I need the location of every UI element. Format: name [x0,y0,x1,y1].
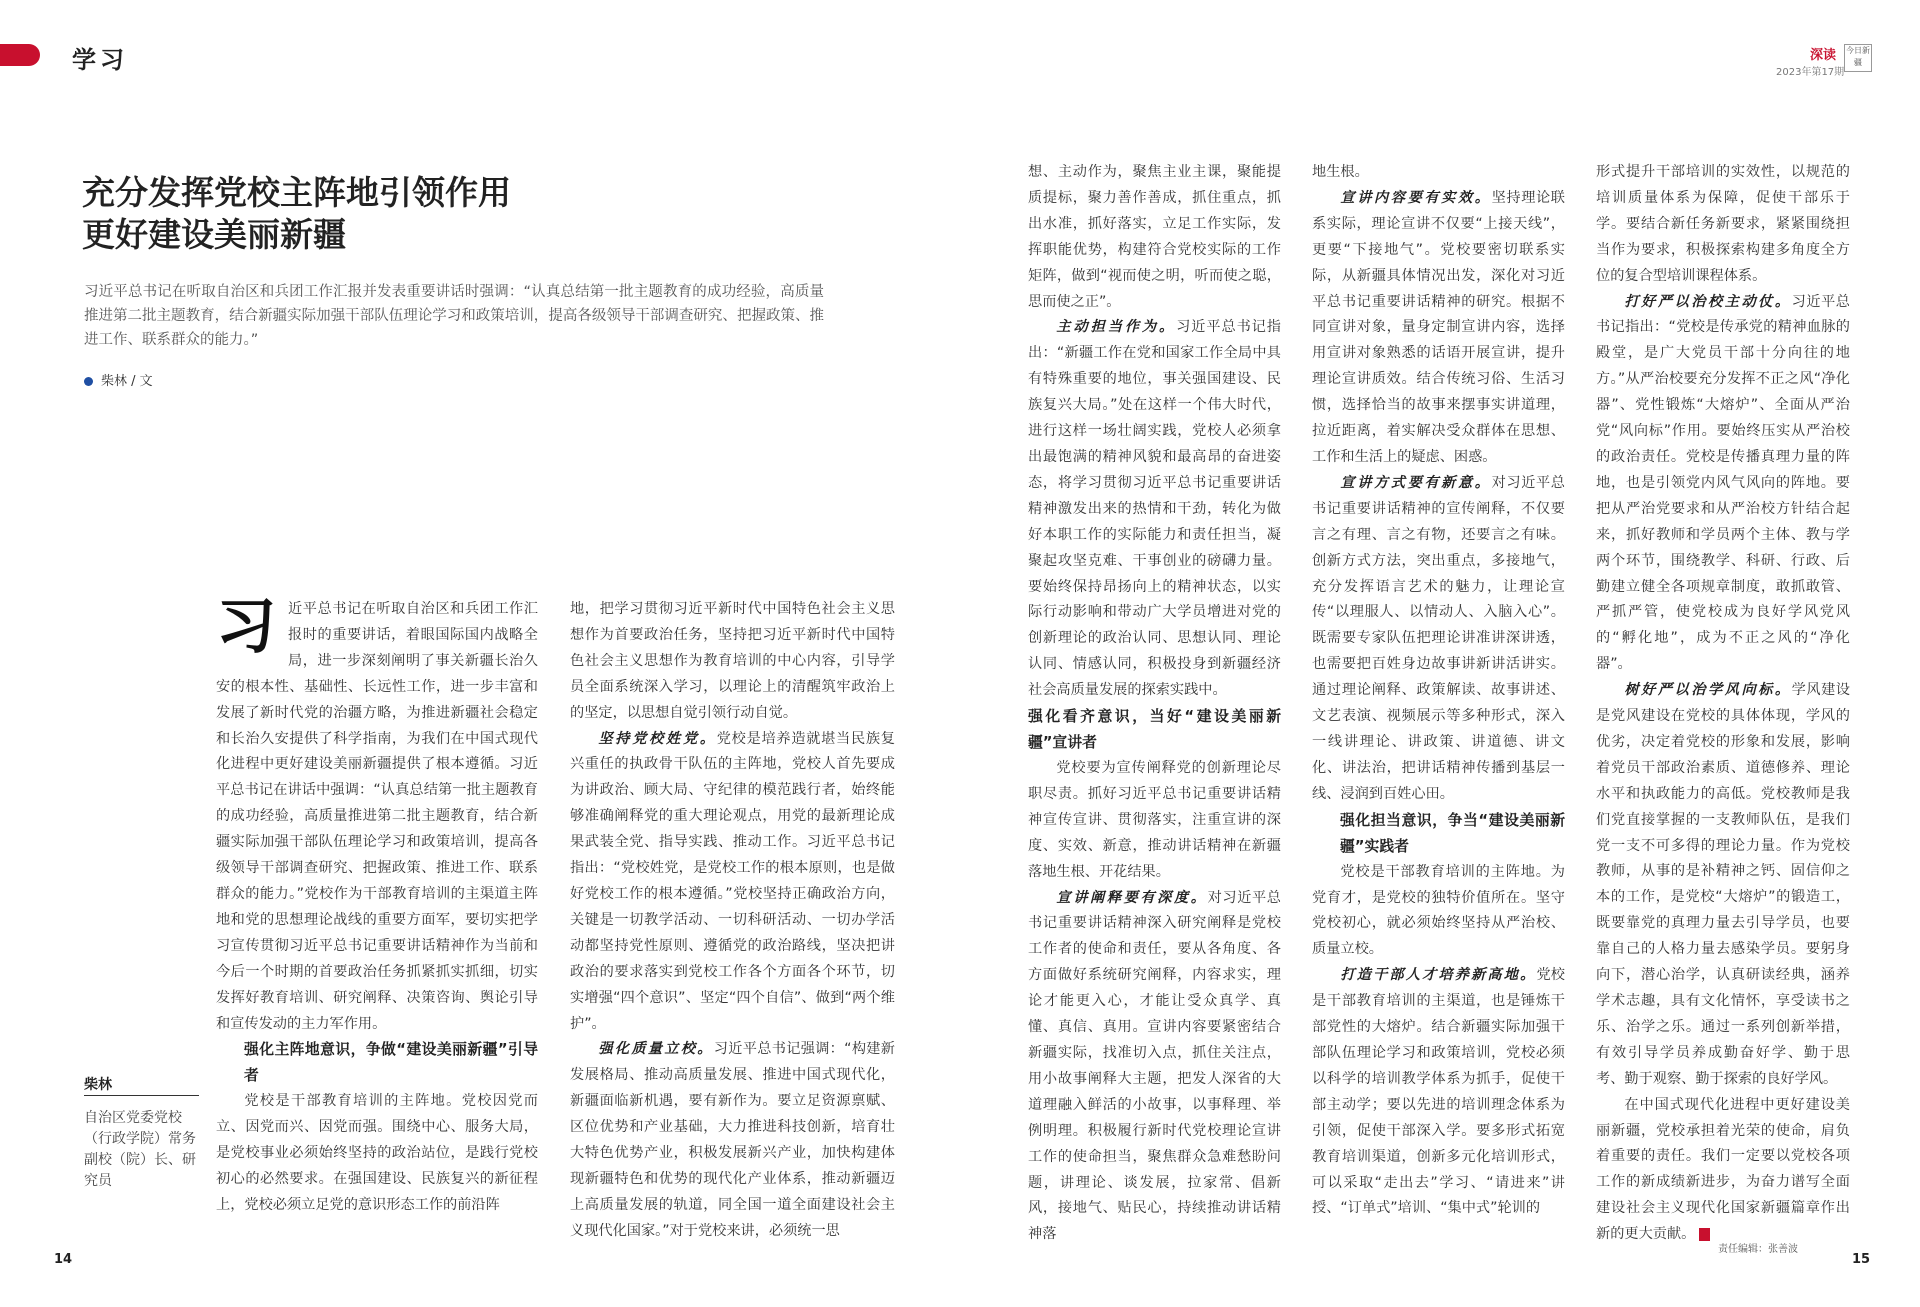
body-paragraph: 党校要为宣传阐释党的创新理论尽职尽责。抓好习近平总书记重要讲话精神宣传宣讲、贯彻落实，注重宣讲的深度、实效、新意，推动讲话精神在新疆落地生根、开花结果。 [1028,760,1281,880]
body-paragraph: 宣讲方式要有新意。对习近平总书记重要讲话精神的宣传阐释，不仅要言之有理、言之有物，还要言之有味。创新方式方法，突出重点，多接地气，充分发挥语言艺术的魅力，让理论宣传“以理服人、以情动人、入脑入心”。既需要专家队伍把理论讲准讲深讲透，也需要把百姓身边故事讲新讲活讲实。通过理论阐释、政策解读、故事讲述、文艺表演、视频展示等多种形式，深入一线讲理论、讲政策、讲道德、讲文化、讲法治，把讲话精神传播到基层一线、浸润到百姓心田。 [1312,474,1565,802]
keyword-heading: 强化质量立校。 [598,1041,714,1058]
keyword-heading: 打好严以治校主动仗。 [1624,293,1792,310]
byline [84,370,153,389]
column-4 [1312,160,1565,1222]
subheading: 强化担当意识，争当“建设美丽新疆”实践者 [1340,811,1565,855]
body-paragraph: 树好严以治学风向标。学风建设是党风建设在党校的具体体现，学风的优劣，决定着党校的形象和发展，影响着党员干部政治素质、道德修养、理论水平和执政能力的高低。党校教师是我们党直接掌握的一支教师队伍，是我们党一支不可多得的理论力量。作为党校教师，从事的是补精神之钙、固信仰之本的工作，是党校“大熔炉”的锻造工，既要靠党的真理力量去引导学员，也要靠自己的人格力量去感染学员。要躬身向下，潜心治学，认真研读经典，涵养学术志趣，具有文化情怀，享受读书之乐、治学之乐。通过一系列创新举措，有效引导学员养成勤奋好学、勤于思考、勤于观察、勤于探索的良好学风。 [1596,682,1850,1087]
body-paragraph: 形式提升干部培训的实效性，以规范的培训质量体系为保障，促使干部乐于学。要结合新任务新要求，紧紧围绕担当作为要求，积极探索构建多角度全方位的复合型培训课程体系。 [1596,164,1850,284]
body-paragraph: 在中国式现代化进程中更好建设美丽新疆，党校承担着光荣的使命，肩负着重要的责任。我们一定要以党校各项工作的新成绩新进步，为奋力谱写全面建设社会主义现代化国家新疆篇章作出新的更大贡献。 [1596,1096,1850,1243]
keyword-heading: 宣讲方式要有新意。 [1340,474,1492,491]
page-number-left: 14 [54,1252,73,1267]
drop-cap: 习 [216,592,276,662]
author-divider [84,1095,199,1096]
responsible-editor: 责任编辑：张善波 [1718,1244,1798,1255]
body-paragraph: 打造干部人才培养新高地。党校是干部教育培训的主渠道，也是锤炼干部党性的大熔炉。结合新疆实际加强干部队伍理论学习和政策培训，党校必须以科学的培训教学体系为抓手，促使干部主动学；要以先进的培训理念体系为引领，促使干部深入学。要多形式拓宽教育培训渠道，创新多元化培训形式，可以采取“走出去”学习、“请进来”讲授、“订单式”培训、“集中式”轮训的 [1312,967,1565,1217]
section-tab-marker [0,44,40,66]
column-2 [570,597,895,1245]
author-bio: 自治区党委党校（行政学院）常务副校（院）长、研究员 [84,1110,196,1189]
subheading: 强化主阵地意识，争做“建设美丽新疆”引导者 [244,1041,538,1085]
subheading: 强化看齐意识，当好“建设美丽新疆”宣讲者 [1028,708,1281,752]
keyword-heading: 宣讲内容要有实效。 [1340,189,1492,206]
body-paragraph: 习近平总书记在听取自治区和兵团工作汇报时的重要讲话，着眼国际国内战略全局，进一步深刻阐明了事关新疆长治久安的根本性、基础性、长远性工作，进一步丰富和发展了新时代党的治疆方略，为推进新疆社会稳定和长治久安提供了科学指南，为我们在中国式现代化进程中更好建设美丽新疆提供了根本遵循。习近平总书记在讲话中强调：“认真总结第一批主题教育的成功经验，高质量推进第二批主题教育，结合新疆实际加强干部队伍理论学习和政策培训，提高各级领导干部调查研究、把握政策、推进工作、联系群众的能力。”党校作为干部教育培训的主渠道主阵地和党的思想理论战线的重要方面军，要切实把学习宣传贯彻习近平总书记重要讲话精神作为当前和今后一个时期的首要政治任务抓紧抓实抓细，切实发挥好教育培训、研究阐释、决策咨询、舆论引导和宣传发动的主力军作用。 [216,592,538,1032]
title-line-1: 充分发挥党校主阵地引领作用 [82,173,511,212]
article-lead: 习近平总书记在听取自治区和兵团工作汇报并发表重要讲话时强调：“认真总结第一批主题教育的成功经验，高质量推进第二批主题教育，结合新疆实际加强干部队伍理论学习和政策培训，提高各级领导干部调查研究、把握政策、推进工作、联系群众的能力。” [84,284,824,348]
section-title: 学习 [72,46,128,74]
body-paragraph: 地生根。 [1312,164,1369,180]
keyword-heading: 打造干部人才培养新高地。 [1340,967,1537,984]
issue-number: 2023年第17期 [1776,67,1845,78]
column-5 [1596,160,1850,1248]
byline-text: 柴林 / 文 [101,374,153,389]
title-line-2: 更好建设美丽新疆 [82,215,346,254]
page-number-right: 15 [1852,1252,1871,1267]
body-paragraph: 党校是干部教育培训的主阵地。党校因党而立、因党而兴、因党而强。围绕中心、服务大局，是党校事业必须始终坚持的政治站位，是践行党校初心的必然要求。在强国建设、民族复兴的新征程上，党校必须立足党的意识形态工作的前沿阵 [216,1093,538,1214]
body-paragraph: 地，把学习贯彻习近平新时代中国特色社会主义思想作为首要政治任务，坚持把习近平新时代中国特色社会主义思想作为教育培训的中心内容，引导学员全面系统深入学习，以理论上的清醒筑牢政治上的坚定，以思想自觉引领行动自觉。 [570,601,895,721]
magazine-logo: 今日新疆 [1844,44,1872,72]
keyword-heading: 宣讲阐释要有深度。 [1056,889,1208,906]
body-paragraph: 强化质量立校。习近平总书记强调：“构建新发展格局、推动高质量发展、推进中国式现代化，新疆面临新机遇，要有新作为。要立足资源禀赋、区位优势和产业基础，大力推进科技创新，培育壮大特色优势产业，积极发展新兴产业，加快构建体现新疆特色和优势的现代化产业体系，推动新疆迈上高质量发展的轨道，同全国一道全面建设社会主义现代化国家。”对于党校来讲，必须统一思 [570,1041,895,1239]
body-paragraph: 宣讲内容要有实效。坚持理论联系实际，理论宣讲不仅要“上接天线”，更要“下接地气”。党校要密切联系实际，从新疆具体情况出发，深化对习近平总书记重要讲话精神的研究。根据不同宣讲对象，量身定制宣讲内容，选择用宣讲对象熟悉的话语开展宣讲，提升理论宣讲质效。结合传统习俗、生活习惯，选择恰当的故事来摆事实讲道理，拉近距离，着实解决受众群体在思想、工作和生活上的疑虑、困惑。 [1312,189,1565,465]
header-right [1776,44,1845,78]
article-title [82,172,511,256]
keyword-heading: 树好严以治学风向标。 [1624,682,1792,699]
body-paragraph: 打好严以治校主动仗。习近平总书记指出：“党校是传承党的精神血脉的殿堂，是广大党员干部十分向往的地方。”从严治校要充分发挥不正之风“净化器”、党性锻炼“大熔炉”、全面从严治党“风向标”作用。要始终压实从严治校的政治责任。党校是传播真理力量的阵地，也是引领党内风气风向的阵地。要把从严治党要求和从严治校方针结合起来，抓好教师和学员两个主体、教与学两个环节，围绕教学、科研、行政、后勤建立健全各项规章制度，敢抓敢管、严抓严管，使党校成为良好学风党风的“孵化地”，成为不正之风的“净化器”。 [1596,293,1850,673]
end-mark-icon [1699,1228,1710,1241]
keyword-heading: 坚持党校姓党。 [598,730,717,747]
author-name: 柴林 [84,1077,112,1093]
body-paragraph: 坚持党校姓党。党校是培养造就堪当民族复兴重任的执政骨干队伍的主阵地，党校人首先要成为讲政治、顾大局、守纪律的模范践行者，始终能够准确阐释党的重大理论观点，用党的最新理论成果武装全党、指导实践、推动工作。习近平总书记指出：“党校姓党，是党校工作的根本原则，也是做好党校工作的根本遵循。”党校坚持正确政治方向，关键是一切教学活动、一切科研活动、一切办学活动都坚持党性原则、遵循党的政治路线，坚决把讲政治的要求落实到党校工作各个方面各个环节，切实增强“四个意识”、坚定“四个自信”、做到“两个维护”。 [570,730,895,1032]
byline-dot-icon [84,377,93,386]
keyword-heading: 主动担当作为。 [1056,319,1177,336]
body-paragraph: 想、主动作为，聚焦主业主课，聚能提质提标，聚力善作善成，抓住重点，抓出水准，抓好落实，立足工作实际，发挥职能优势，构建符合党校实际的工作矩阵，做到“视而使之明，听而使之聪，思而使之正”。 [1028,164,1281,310]
column-1 [216,592,538,1219]
body-paragraph: 主动担当作为。习近平总书记指出：“新疆工作在党和国家工作全局中具有特殊重要的地位，事关强国建设、民族复兴大局。”处在这样一个伟大时代，进行这样一场壮阔实践，党校人必须拿出最饱满的精神风貌和最高昂的奋进姿态，将学习贯彻习近平总书记重要讲话精神激发出来的热情和干劲，转化为做好本职工作的实际能力和责任担当，凝聚起攻坚克难、干事创业的磅礴力量。要始终保持昂扬向上的精神状态，以实际行动影响和带动广大学员增进对党的创新理论的政治认同、思想认同、理论认同、情感认同，积极投身到新疆经济社会高质量发展的探索实践中。 [1028,319,1281,699]
body-paragraph: 党校是干部教育培训的主阵地。为党育才，是党校的独特价值所在。坚守党校初心，就必须始终坚持从严治校、质量立校。 [1312,863,1565,958]
column-3 [1028,160,1281,1248]
column-tag: 深读 [1809,48,1836,63]
body-paragraph: 宣讲阐释要有深度。对习近平总书记重要讲话精神深入研究阐释是党校工作者的使命和责任，要从各角度、各方面做好系统研究阐释，内容求实，理论才能更入心，才能让受众真学、真懂、真信、真用。宣讲内容要紧密结合新疆实际，找准切入点，抓住关注点，用小故事阐释大主题，把发人深省的大道理融入鲜活的小故事，以事释理、举例明理。积极履行新时代党校理论宣讲工作的使命担当，聚焦群众急难愁盼问题，讲理论、谈发展，拉家常、倡新风，接地气、贴民心，持续推动讲话精神落 [1028,889,1281,1243]
